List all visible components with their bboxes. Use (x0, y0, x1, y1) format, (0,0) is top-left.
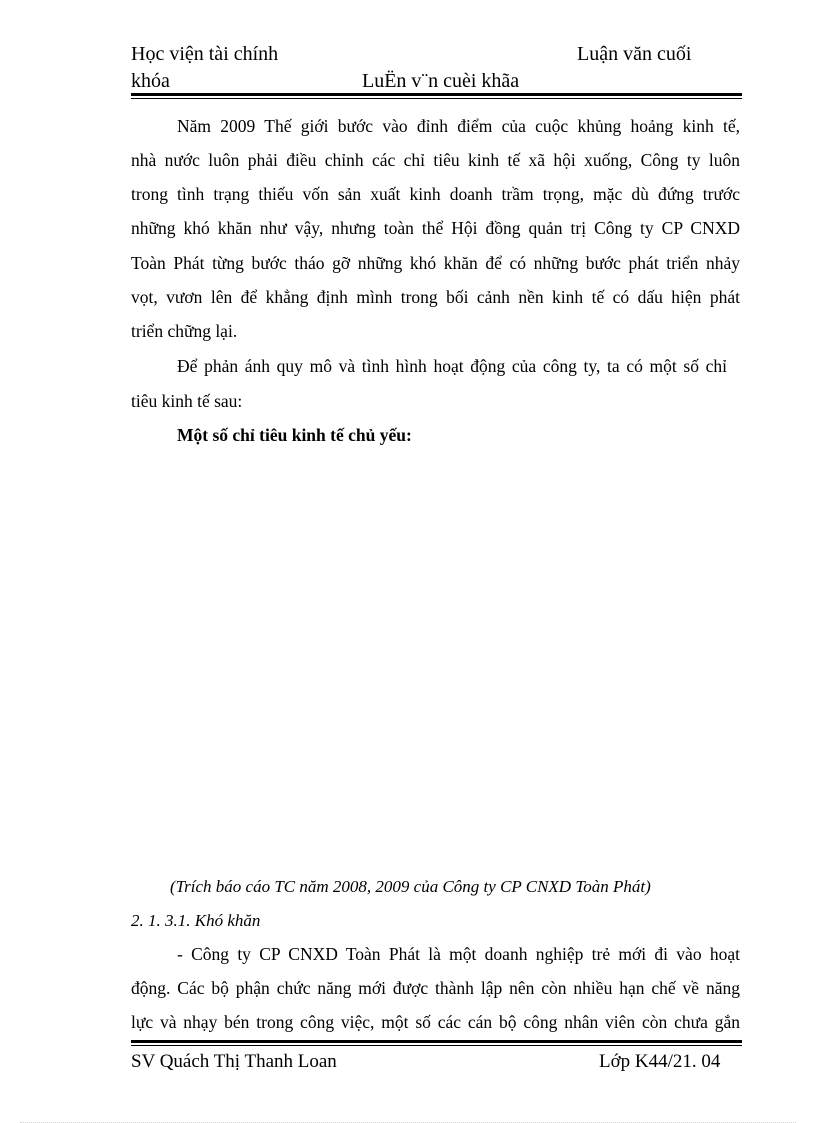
para1-line: vọt, vươn lên để khẳng định mình trong bối cảnh nền kinh tế có dấu hiện phát (131, 287, 740, 307)
para1-line: Toàn Phát từng bước tháo gỡ những khó khăn để có những bước phát triển nhảy (131, 253, 740, 273)
subheading: Một số chỉ tiêu kinh tế chủ yếu: (177, 425, 412, 445)
header-garbled-title: LuËn v¨n cuèi khãa (362, 70, 520, 92)
header-khoa: khóa (131, 70, 170, 92)
para1-line: những khó khăn như vậy, nhưng toàn thể Hội đồng quản trị Công ty CP CNXD (131, 218, 740, 238)
header-rule-thick (131, 93, 742, 96)
para2-line: tiêu kinh tế sau: (131, 391, 243, 411)
footer-class: Lớp K44/21. 04 (599, 1051, 721, 1072)
source-note: (Trích báo cáo TC năm 2008, 2009 của Công ty CP CNXD Toàn Phát) (170, 877, 651, 896)
footer-rule-thin (131, 1045, 742, 1046)
para1-line: nhà nước luôn phải điều chỉnh các chỉ tiêu kinh tế xã hội xuống, Công ty luôn (131, 150, 740, 170)
para3-line: lực và nhạy bén trong công việc, một số các cán bộ công nhân viên còn chưa gắn (131, 1012, 740, 1032)
section-heading: 2. 1. 3.1. Khó khăn (131, 911, 261, 930)
footer-rule-thick (131, 1040, 742, 1043)
para3-line: động. Các bộ phận chức năng mới được thành lập nên còn nhiều hạn chế về năng (131, 978, 740, 998)
para1-line: Năm 2009 Thế giới bước vào đỉnh điểm của cuộc khủng hoảng kinh tế, (177, 116, 740, 136)
header-rule-thin (131, 98, 742, 99)
header-thesis-title: Luận văn cuối (577, 43, 692, 65)
footer-student: SV Quách Thị Thanh Loan (131, 1051, 337, 1072)
header-institution: Học viện tài chính (131, 43, 279, 65)
para3-line: - Công ty CP CNXD Toàn Phát là một doanh nghiệp trẻ mới đi vào hoạt (177, 944, 740, 964)
para2-line: Để phản ánh quy mô và tình hình hoạt động của công ty, ta có một số chỉ (177, 356, 727, 376)
para1-line: triển chững lại. (131, 321, 238, 341)
para1-line: trong tình trạng thiếu vốn sản xuất kinh doanh trầm trọng, mặc dù đứng trước (131, 184, 740, 204)
